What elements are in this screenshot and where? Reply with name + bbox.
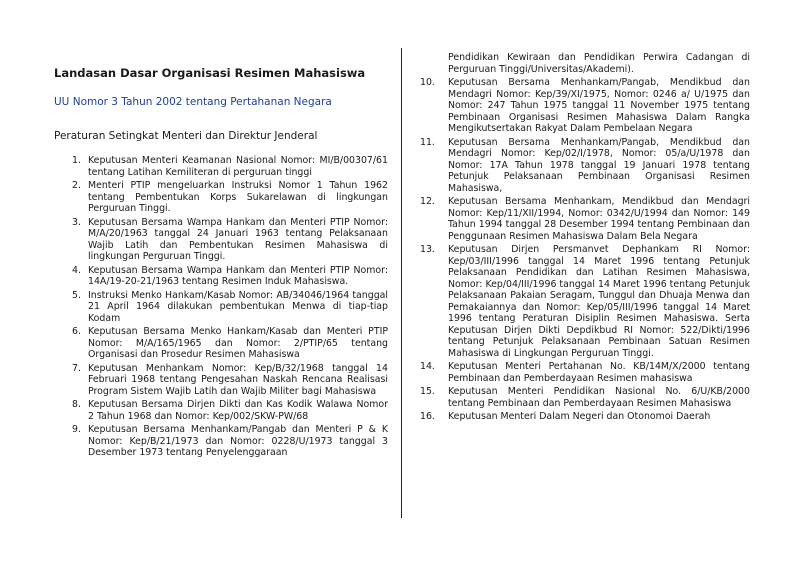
item-text: Keputusan Menhankam Nomor: Kep/B/32/1968 tanggal 14 Februari 1968 tentang Pengesahan Naskah Rencana Realisasi Program Sistem Wajib Latih dan Wajib Militer bagi Mahasiswa xyxy=(88,362,388,397)
item-text: Keputusan Bersama Wampa Hankam dan Menteri PTIP Nomor: 14A/19-20-21/1963 tentang Resimen Induk Mahasiswa. xyxy=(88,264,388,287)
left-column xyxy=(54,66,388,461)
item-text: Keputusan Menteri Pendidikan Nasional No. 6/U/KB/2000 tentang Pembinaan dan Pemberdayaan Resimen Mahasiswa xyxy=(448,386,750,409)
item-text: Keputusan Bersama Menhankam, Mendikbud dan Mendagri Nomor: Kep/11/XII/1994, Nomor: 0342/U/1994 dan Nomor: 149 Tahun 1994 tanggal 28 Desember 1994 tentang Pembinaan dan Penggunaan Resimen Mahasiswa Dalam Bela Negara xyxy=(448,196,750,242)
item-text: Keputusan Bersama Menko Hankam/Kasab dan Menteri PTIP Nomor: M/A/165/1965 dan Nomor: 2/PTIP/65 tentang Organisasi dan Prosedur Resimen Mahasiswa xyxy=(88,326,388,360)
list-item xyxy=(72,265,388,288)
item-text: Keputusan Menteri Pertahanan No. KB/14M/X/2000 tentang Pembinaan dan Pemberdayaan Resimen mahasiswa xyxy=(448,361,750,384)
item-number: 8. xyxy=(72,399,81,410)
list-item xyxy=(72,326,388,361)
document-subtitle: UU Nomor 3 Tahun 2002 tentang Pertahanan Negara xyxy=(54,96,332,108)
item-text: Keputusan Bersama Wampa Hankam dan Menteri PTIP Nomor: M/A/20/1963 tanggal 24 Januari 1963 tentang Pelaksanaan Wajib Latih dan Pembentukan Resimen Mahasiswa di lingkungan Perguruan Tinggi. xyxy=(88,216,388,262)
item-number: 11. xyxy=(420,136,435,148)
item-number: 6. xyxy=(72,326,81,337)
list-item xyxy=(72,363,388,398)
document-title: Landasan Dasar Organisasi Resimen Mahasiswa xyxy=(54,66,366,80)
list-item xyxy=(72,290,388,325)
item-number: 12. xyxy=(420,196,435,207)
item-number: 5. xyxy=(72,289,81,301)
item-number: 3. xyxy=(72,216,81,228)
list-item xyxy=(420,386,750,409)
list-item xyxy=(420,137,750,195)
list-item xyxy=(72,180,388,215)
item-text: Keputusan Bersama Menhankam/Pangab, Mendikbud dan Mendagri Nomor: Kep/02/I/1978, Nomor: 05/a/U/1978 dan Nomor: 17A Tahun 1978 tanggal 19 Januari 1978 tentang Petunjuk Pelaksanaan Pembinaan Organisasi Resimen Mahasiswa, xyxy=(448,136,750,194)
list-item xyxy=(420,77,750,135)
item-number: 14. xyxy=(420,361,435,372)
item-number: 13. xyxy=(420,244,435,255)
item-text: Keputusan Menteri Dalam Negeri dan Otonomoi Daerah xyxy=(448,411,711,422)
item-number: 7. xyxy=(72,362,81,374)
item-number: 2. xyxy=(72,180,81,191)
list-item xyxy=(72,217,388,263)
list-item xyxy=(72,424,388,459)
item-text: Keputusan Dirjen Persmanvet Dephankam RI Nomor: Kep/03/III/1996 tanggal 14 Maret 1996 tentang Petunjuk Pelaksanaan Pendidikan dan Latihan Resimen Mahasiswa, Nomor: Kep/04/III/1996 tanggal 14 Maret 1996 tentang Petunjuk Pelaksanaan Pakaian Seragam, Tunggul dan Dhuaja Menwa dan Pemakaiannya dan Nomor: Kep/05/III/1996 tanggal 14 Maret 1996 tentang Peraturan Disiplin Resimen Mahasiswa. Serta Keputusan Dirjen Dikti Depdikbud RI Nomor: 522/Dikti/1996 tentang Petunjuk Pelaksanaan Pembinaan Satuan Resimen Mahasiswa di Lingkungan Perguruan Tinggi. xyxy=(448,244,750,359)
item-number: 10. xyxy=(420,77,435,88)
item-number: 9. xyxy=(72,424,81,435)
item-text: Instruksi Menko Hankam/Kasab Nomor: AB/34046/1964 tanggal 21 April 1964 dilakukan pembentukan Menwa di tiap-tiap Kodam xyxy=(88,289,388,324)
item-text: Menteri PTIP mengeluarkan Instruksi Nomor 1 Tahun 1962 tentang Pembentukan Korps Sukarelawan di lingkungan Perguruan Tinggi. xyxy=(88,180,388,214)
list-item xyxy=(420,244,750,359)
regulation-list-right xyxy=(420,77,750,423)
continued-text: Pendidikan Kewiraan dan Pendidikan Perwira Cadangan di Perguruan Tinggi/Universitas/Akademi). xyxy=(448,52,750,75)
item-number: 4. xyxy=(72,264,81,276)
item-text: Keputusan Bersama Dirjen Dikti dan Kas Kodik Walawa Nomor 2 Tahun 1968 dan Nomor: Kep/002/SKW-PW/68 xyxy=(88,399,388,422)
item-number: 1. xyxy=(72,155,81,166)
list-item xyxy=(420,196,750,242)
section-heading: Peraturan Setingkat Menteri dan Direktur Jenderal xyxy=(54,130,318,142)
item-number: 15. xyxy=(420,386,435,397)
item-text: Keputusan Menteri Keamanan Nasional Nomor: MI/B/00307/61 tentang Latihan Kemiliteran di perguruan tinggi xyxy=(88,155,388,178)
list-item xyxy=(72,155,388,178)
list-item xyxy=(72,399,388,422)
right-column xyxy=(420,52,750,425)
item-text: Keputusan Bersama Menhankam/Pangab, Mendikbud dan Mendagri Nomor: Kep/39/XI/1975, Nomor: 0246 a/ U/1975 dan Nomor: 247 Tahun 1975 tanggal 11 November 1975 tentang Pembinaan Organisasi Resimen Mahasiswa Dalam Rangka Mengikutsertakan Rakyat Dalam Pembelaan Negara xyxy=(448,77,750,134)
item-number: 16. xyxy=(420,411,435,422)
list-item xyxy=(420,361,750,384)
item-text: Keputusan Bersama Menhankam/Pangab dan Menteri P & K Nomor: Kep/B/21/1973 dan Nomor: 0228/U/1973 tanggal 3 Desember 1973 tentang Penyelenggaraan xyxy=(88,424,388,458)
list-item xyxy=(420,411,750,423)
regulation-list-left xyxy=(54,155,388,459)
column-divider xyxy=(401,48,402,518)
